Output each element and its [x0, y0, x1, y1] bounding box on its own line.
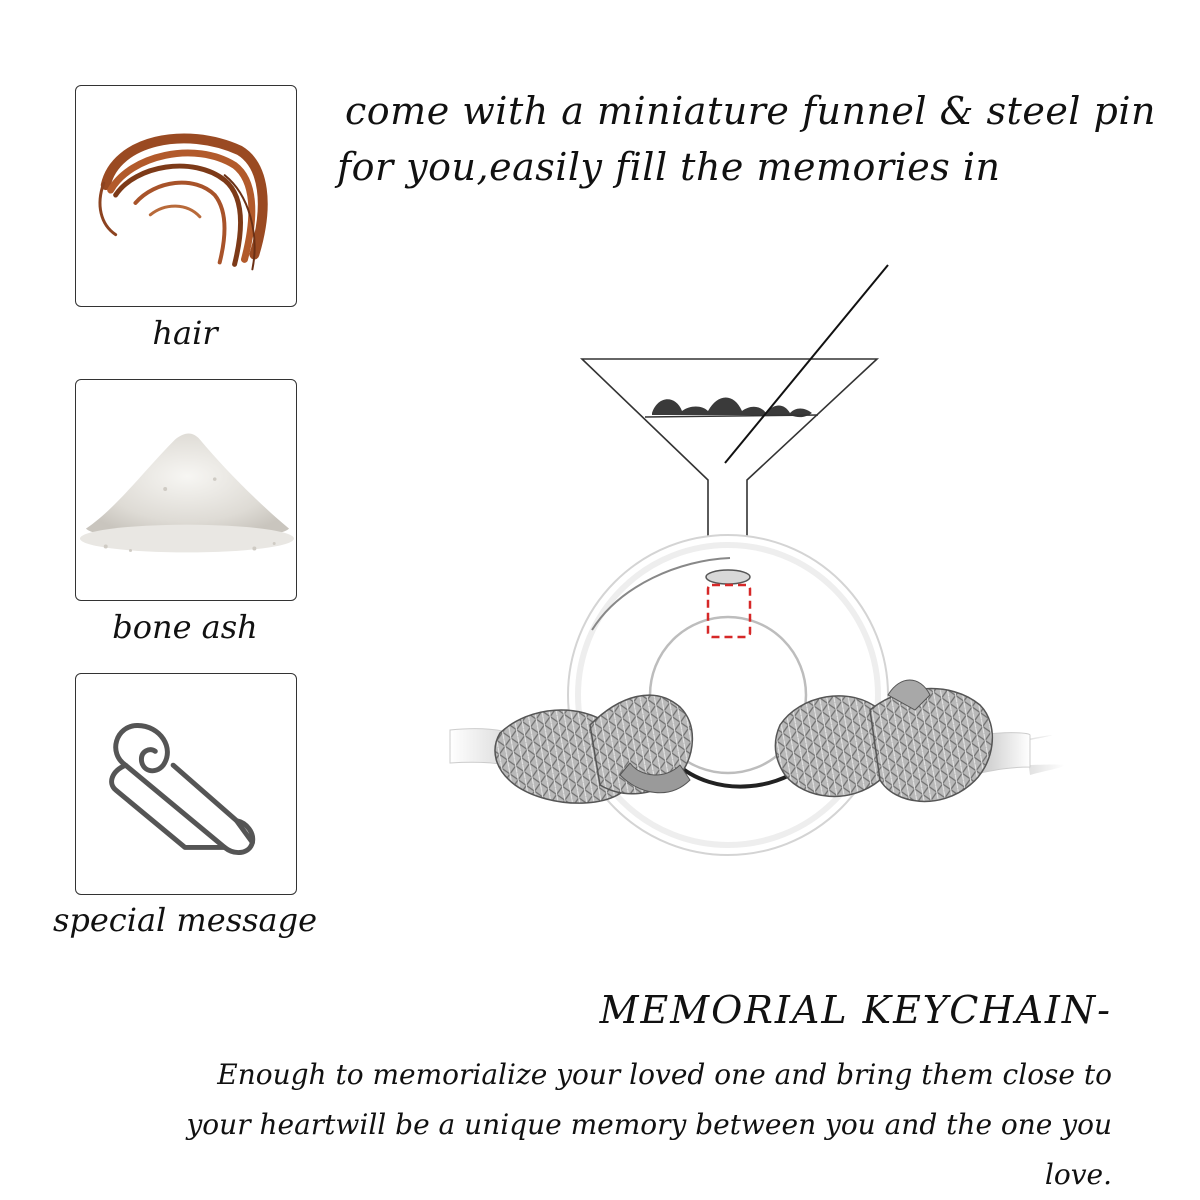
footer-line-1: Enough to memorialize your loved one and bring them close to [217, 1058, 1112, 1091]
headline-line-1: come with a miniature funnel & steel pin [345, 89, 1156, 133]
ash-pile-icon [76, 380, 296, 600]
footer-line-2: your heartwill be a unique memory between you and the one you love. [186, 1108, 1112, 1191]
hair-label: hair [152, 314, 218, 352]
hair-lock-icon [76, 86, 296, 306]
hair-card [75, 85, 297, 307]
footer-text [112, 1050, 1112, 1200]
rolled-paper-icon [76, 674, 296, 894]
headline-line-2: for you,easily fill the memories in [337, 145, 1001, 189]
footer-title: MEMORIAL KEYCHAIN- [599, 988, 1112, 1032]
fill-hole [706, 570, 750, 584]
bone-ash-label: bone ash [112, 608, 258, 646]
funnel-keychain-illustration [440, 255, 1200, 935]
bone-ash-card [75, 379, 297, 601]
special-message-card [75, 673, 297, 895]
special-message-label: special message [52, 901, 318, 939]
headline [337, 83, 1175, 195]
